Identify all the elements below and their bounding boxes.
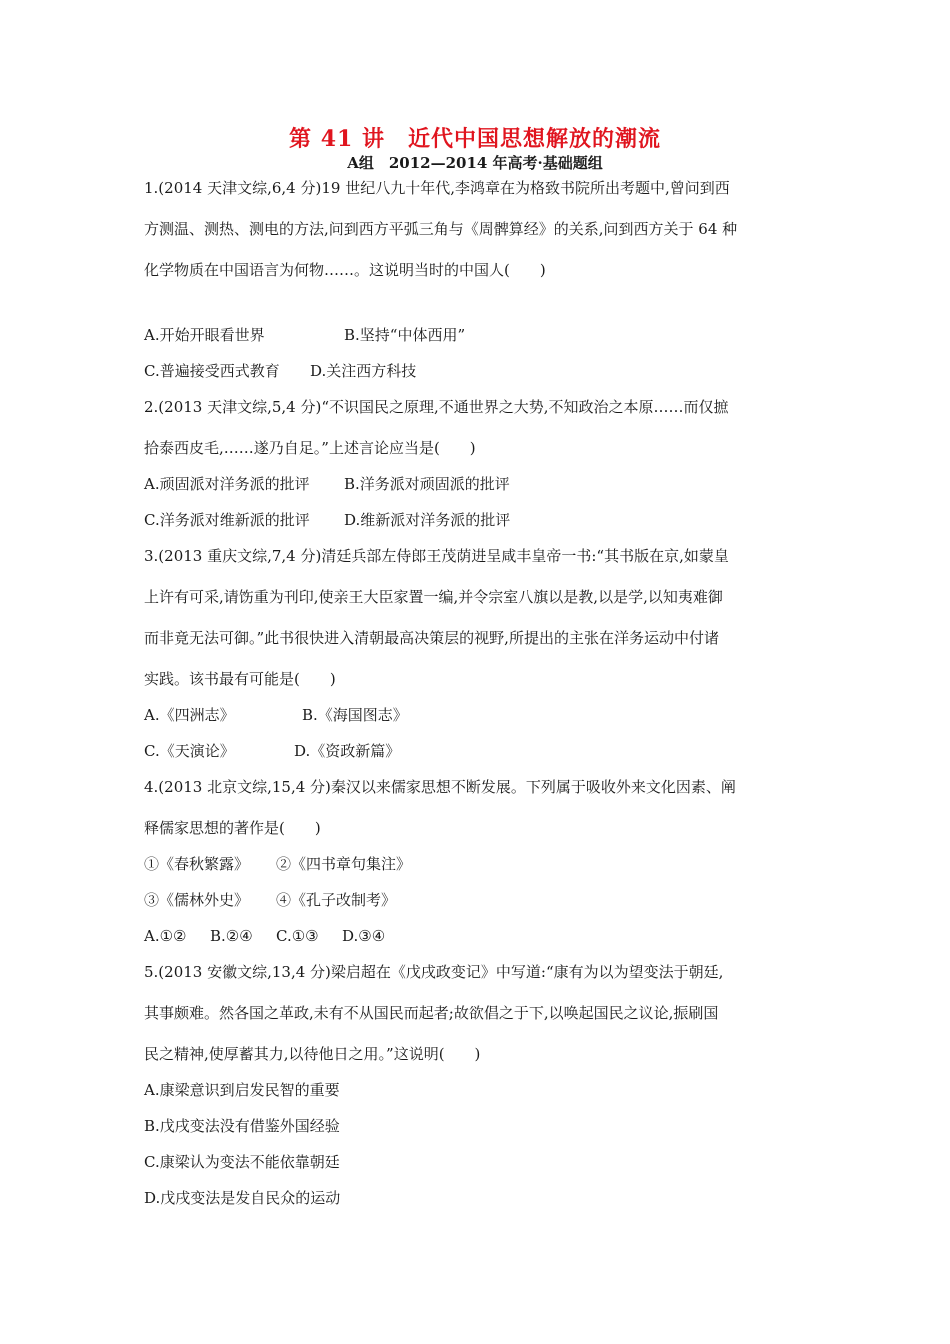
question-4-line-2: 释儒家思想的著作是( ) [144, 819, 321, 837]
question-3-line-3: 而非竟无法可御。”此书很快进入清朝最高决策层的视野,所提出的主张在洋务运动中付诸 [144, 629, 719, 647]
question-2-line-1: 2.(2013 天津文综,5,4 分)“不识国民之原理,不通世界之大势,不知政治之本原……而仅摭 [144, 398, 729, 416]
question-3-option-c[interactable]: C.《天演论》 [144, 742, 235, 760]
question-3-line-4: 实践。该书最有可能是( ) [144, 670, 336, 688]
question-4-item-2: ②《四书章句集注》 [276, 855, 412, 873]
question-2-option-c[interactable]: C.洋务派对维新派的批评 [144, 511, 310, 529]
question-5-option-c[interactable]: C.康梁认为变法不能依靠朝廷 [144, 1153, 340, 1171]
question-1-line-1: 1.(2014 天津文综,6,4 分)19 世纪八九十年代,李鸿章在为格致书院所出考题中,曾问到西 [144, 179, 730, 197]
question-5-option-d[interactable]: D.戊戌变法是发自民众的运动 [144, 1189, 341, 1207]
question-4-item-1: ①《春秋繁露》 [144, 855, 250, 873]
question-1-line-2: 方测温、测热、测电的方法,问到西方平弧三角与《周髀算经》的关系,问到西方关于 64 种 [144, 220, 738, 238]
section-subtitle: A组 2012—2014 年高考·基础题组 [347, 154, 603, 172]
question-4-item-3: ③《儒林外史》 [144, 891, 250, 909]
question-2-line-2: 拾泰西皮毛,……遂乃自足。”上述言论应当是( ) [144, 439, 476, 457]
question-4-line-1: 4.(2013 北京文综,15,4 分)秦汉以来儒家思想不断发展。下列属于吸收外来文化因素、阐 [144, 778, 736, 796]
question-5-option-b[interactable]: B.戊戌变法没有借鉴外国经验 [144, 1117, 340, 1135]
question-4-option-d[interactable]: D.③④ [342, 927, 386, 945]
question-4-option-c[interactable]: C.①③ [276, 927, 319, 945]
question-5-line-1: 5.(2013 安徽文综,13,4 分)梁启超在《戊戌政变记》中写道:“康有为以为望变法于朝廷, [144, 963, 724, 981]
question-1-option-d[interactable]: D.关注西方科技 [310, 362, 417, 380]
question-3-line-2: 上许有可采,请饬重为刊印,使亲王大臣家置一编,并令宗室八旗以是教,以是学,以知夷难御 [144, 588, 723, 606]
question-4-option-a[interactable]: A.①② [144, 927, 187, 945]
question-3-line-1: 3.(2013 重庆文综,7,4 分)清廷兵部左侍郎王茂荫进呈咸丰皇帝一书:“其书版在京,如蒙皇 [144, 547, 729, 565]
question-3-option-a[interactable]: A.《四洲志》 [144, 706, 235, 724]
question-1-option-a[interactable]: A.开始开眼看世界 [144, 326, 265, 344]
question-2-option-b[interactable]: B.洋务派对顽固派的批评 [344, 475, 510, 493]
question-2-option-a[interactable]: A.顽固派对洋务派的批评 [144, 475, 310, 493]
question-3-option-b[interactable]: B.《海国图志》 [302, 706, 408, 724]
question-4-item-4: ④《孔子改制考》 [276, 891, 397, 909]
question-1-option-b[interactable]: B.坚持“中体西用” [344, 326, 466, 344]
question-1-line-3: 化学物质在中国语言为何物……。这说明当时的中国人( ) [144, 261, 546, 279]
question-1-option-c[interactable]: C.普遍接受西式教育 [144, 362, 280, 380]
question-5-line-3: 民之精神,使厚蓄其力,以待他日之用。”这说明( ) [144, 1045, 481, 1063]
question-3-option-d[interactable]: D.《资政新篇》 [294, 742, 401, 760]
question-2-option-d[interactable]: D.维新派对洋务派的批评 [344, 511, 511, 529]
question-4-option-b[interactable]: B.②④ [210, 927, 253, 945]
page-title: 第 41 讲 近代中国思想解放的潮流 [289, 126, 661, 152]
question-5-option-a[interactable]: A.康梁意识到启发民智的重要 [144, 1081, 340, 1099]
question-5-line-2: 其事颇难。然各国之革政,未有不从国民而起者;故欲倡之于下,以唤起国民之议论,振刷国 [144, 1004, 719, 1022]
